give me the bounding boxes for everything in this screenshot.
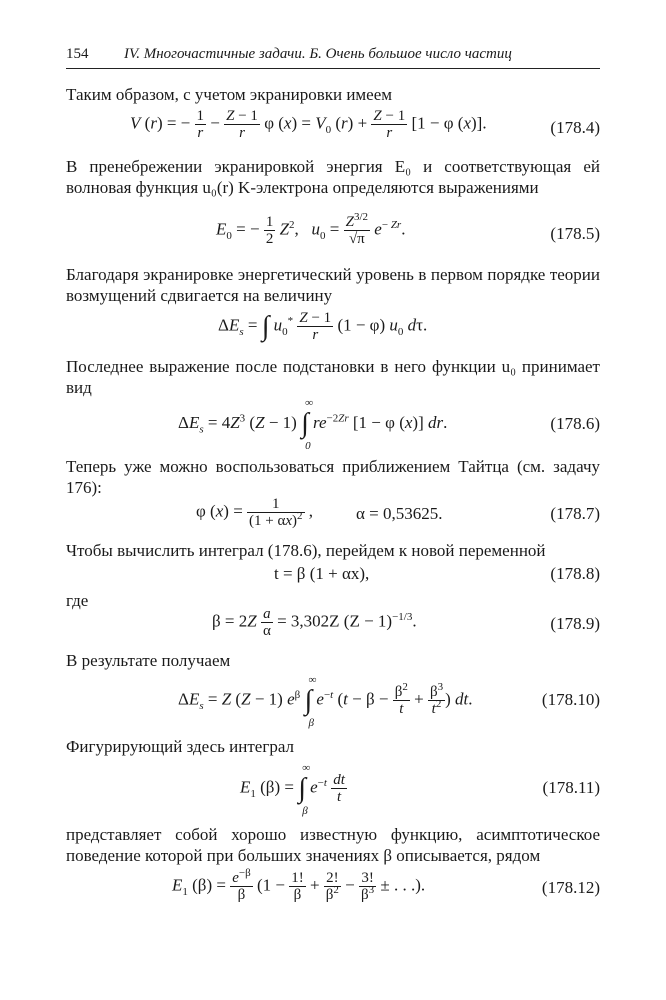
- equation-178-7: φ (x) = $\frac{1}{(1 + \alpha x)^2}$ , α = 0,53625. (178.7): [196, 496, 600, 529]
- equation-number: (178.12): [541, 878, 600, 897]
- equation-number: (178.5): [550, 224, 600, 243]
- running-title: IV. Многочастичные задачи. Б. Очень большое число частиц: [124, 46, 512, 62]
- equation-178-11: $E_1$ (β) = ∫ ∞ β $e^{-t}$ $\frac{dt}{t}$ (178.11): [240, 761, 600, 817]
- paragraph-6: Чтобы вычислить интеграл (178.6), перейдем к новой переменной: [66, 541, 546, 560]
- alpha-value: α = 0,53625.: [356, 504, 443, 523]
- equation-178-10: $\Delta E_s = Z$ (Z − 1) $e^\beta$ ∫ ∞ β $e^{-t}$ (t − β − $\frac{\beta^2}{t}$ + $\frac{\beta^3}{t^2}$ ) dt. (178.10): [178, 673, 600, 729]
- equation-number: (178.9): [550, 614, 600, 633]
- equation-178-4: V (r) = − $\frac{1}{r}$ − $\frac{Z - 1}{r}$ φ $(x) = V_0$ (r) + $\frac{Z - 1}{r}$ [1 − φ (x)]. (178.4): [130, 108, 600, 141]
- equation-number: (178.11): [542, 778, 600, 797]
- equation-number: (178.6): [550, 414, 600, 433]
- equation-178-5: $E_0$ = − $\frac{1}{2}$ $Z^2$, $u_0$ = $\frac{Z^{3/2}}{√\pi}$ $e^{- Zr}$. (178.5): [216, 211, 600, 247]
- paragraph-7: где: [66, 591, 89, 610]
- equation-178-6: $\Delta E_s = 4Z^3$ (Z − 1) ∫ ∞ 0 $re^{-2Zr}$ [1 − φ (x)] dr. (178.6): [178, 397, 600, 452]
- equation-178-9: β = 2Z $\frac{a}{\alpha}$ = 3,302Z $(Z - 1)^{-1/3}$. (178.9): [212, 606, 600, 639]
- equation-number: (178.4): [550, 118, 600, 137]
- header-rule: [66, 68, 600, 69]
- paragraph-2: В пренебрежении экранировкой энергия E₀ и соответствующая ей волновая функция u₀(r) K-электрона определяются выражениями: [66, 157, 600, 197]
- beta-definition-tail: = 3,302Z (Z − 1): [277, 611, 393, 631]
- paragraph-10: представляет собой хорошо известную функцию, асимптотическое поведение которой при больших значениях β описывается, рядом: [66, 825, 600, 865]
- paragraph-4: Последнее выражение после подстановки в него функции u₀ принимает вид: [66, 357, 600, 397]
- page-number: 154: [66, 46, 89, 62]
- equation-178-12: $E_1$ (β) = $\frac{e^{-\beta}}{\beta}$ (1 − $\frac{1!}{\beta}$ + $\frac{2!}{\beta^2}$ − $\frac{3!}{\beta^3}$ ± . . .). (178.12): [172, 867, 600, 903]
- paragraph-3: Благодаря экранировке энергетический уровень в первом порядке теории возмущений сдвигается на величину: [66, 265, 600, 305]
- equation-number: (178.8): [550, 564, 600, 583]
- paragraph-9: Фигурирующий здесь интеграл: [66, 737, 295, 756]
- paragraph-5: Теперь уже можно воспользоваться приближением Тайтца (см. задачу 176):: [66, 457, 600, 497]
- page-header: [66, 44, 600, 68]
- paragraph-8: В результате получаем: [66, 651, 231, 670]
- equation-number: (178.7): [550, 504, 600, 523]
- equation-delta-es: $\Delta E_s$ = ∫ $u_0^*$ $\frac{Z - 1}{r}$ (1 − φ) $u_0$ dτ.: [218, 310, 428, 343]
- paragraph-1: Таким образом, с учетом экранировки имеем: [66, 85, 393, 104]
- t-definition: t = β (1 + αx),: [274, 564, 370, 583]
- equation-number: (178.10): [541, 690, 600, 709]
